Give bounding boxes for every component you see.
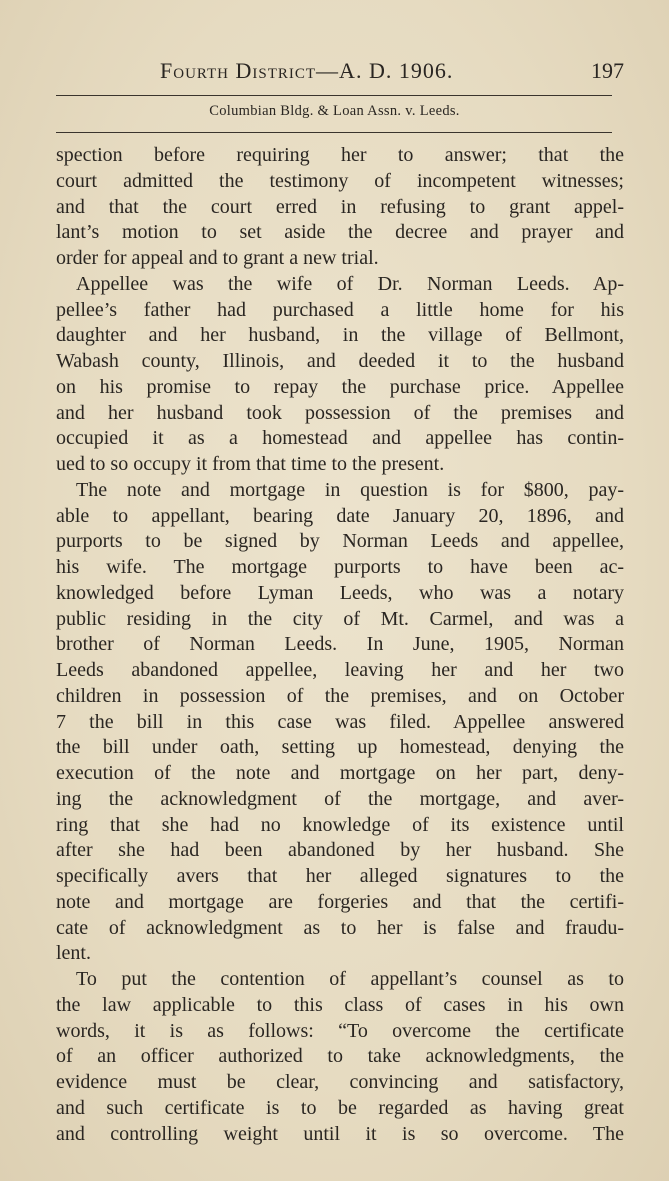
text-line: the bill under oath, setting up homestead, denying the [56, 736, 624, 759]
text-line: and controlling weight until it is so overcome. The [56, 1122, 624, 1145]
text-line: Wabash county, Illinois, and deeded it to the husband [56, 350, 624, 372]
text-line: his wife. The mortgage purports to have been ac- [56, 556, 624, 578]
text-line: evidence must be clear, convincing and satisfactory, [56, 1071, 624, 1093]
text-line: Appellee was the wife of Dr. Norman Leeds. Ap- [76, 272, 624, 295]
text-line: execution of the note and mortgage on her part, deny- [56, 762, 624, 784]
text-line: pellee’s father had purchased a little home for his [56, 298, 624, 321]
text-line: court admitted the testimony of incompetent witnesses; [56, 169, 624, 192]
header-rule-top [56, 95, 612, 96]
text-line: cate of acknowledgment as to her is false and fraudu- [56, 916, 624, 939]
text-line: 7 the bill in this case was filed. Appellee answered [56, 710, 624, 733]
text-line: and such certificate is to be regarded as having great [56, 1096, 624, 1119]
text-line: occupied it as a homestead and appellee has contin- [56, 427, 624, 450]
text-line: able to appellant, bearing date January 20, 1896, and [56, 504, 624, 527]
text-line: public residing in the city of Mt. Carmel, and was a [56, 607, 624, 630]
running-head [56, 58, 624, 86]
text-line: ing the acknowledgment of the mortgage, and aver- [56, 787, 624, 810]
text-line: the law applicable to this class of cases in his own [56, 993, 624, 1016]
text-line: of an officer authorized to take acknowledgments, the [56, 1045, 624, 1068]
text-line: and that the court erred in refusing to grant appel- [56, 195, 624, 218]
page-number: 197 [591, 58, 624, 83]
text-line: on his promise to repay the purchase price. Appellee [56, 375, 624, 398]
text-line: knowledged before Lyman Leeds, who was a notary [56, 581, 624, 604]
header-rule-bottom [56, 132, 612, 133]
text-line: order for appeal and to grant a new trial. [56, 247, 379, 269]
case-title: Columbian Bldg. & Loan Assn. v. Leeds. [209, 103, 460, 119]
text-line: specifically avers that her alleged signatures to the [56, 865, 624, 887]
text-line: spection before requiring her to answer; that the [56, 144, 624, 166]
text-line: and her husband took possession of the premises and [56, 401, 624, 424]
text-line: note and mortgage are forgeries and that the certifi- [56, 890, 624, 913]
text-line: lent. [56, 942, 91, 965]
text-line: after she had been abandoned by her husband. She [56, 839, 624, 862]
text-line: children in possession of the premises, and on October [56, 684, 624, 707]
text-line: daughter and her husband, in the village of Bellmont, [56, 324, 624, 347]
text-line: To put the contention of appellant’s counsel as to [76, 968, 624, 990]
text-line: words, it is as follows: “To overcome the certificate [56, 1019, 624, 1042]
text-line: ring that she had no knowledge of its existence until [56, 813, 624, 836]
text-line: purports to be signed by Norman Leeds and appellee, [56, 530, 624, 553]
text-line: The note and mortgage in question is for $800, pay- [76, 478, 624, 501]
running-title: Fourth District—A. D. 1906. [160, 58, 454, 83]
body-text [56, 143, 624, 1147]
text-line: Leeds abandoned appellee, leaving her and her two [56, 659, 624, 681]
text-line: ued to so occupy it from that time to the present. [56, 453, 445, 475]
text-line: brother of Norman Leeds. In June, 1905, Norman [56, 633, 624, 656]
text-line: lant’s motion to set aside the decree and prayer and [56, 221, 624, 244]
